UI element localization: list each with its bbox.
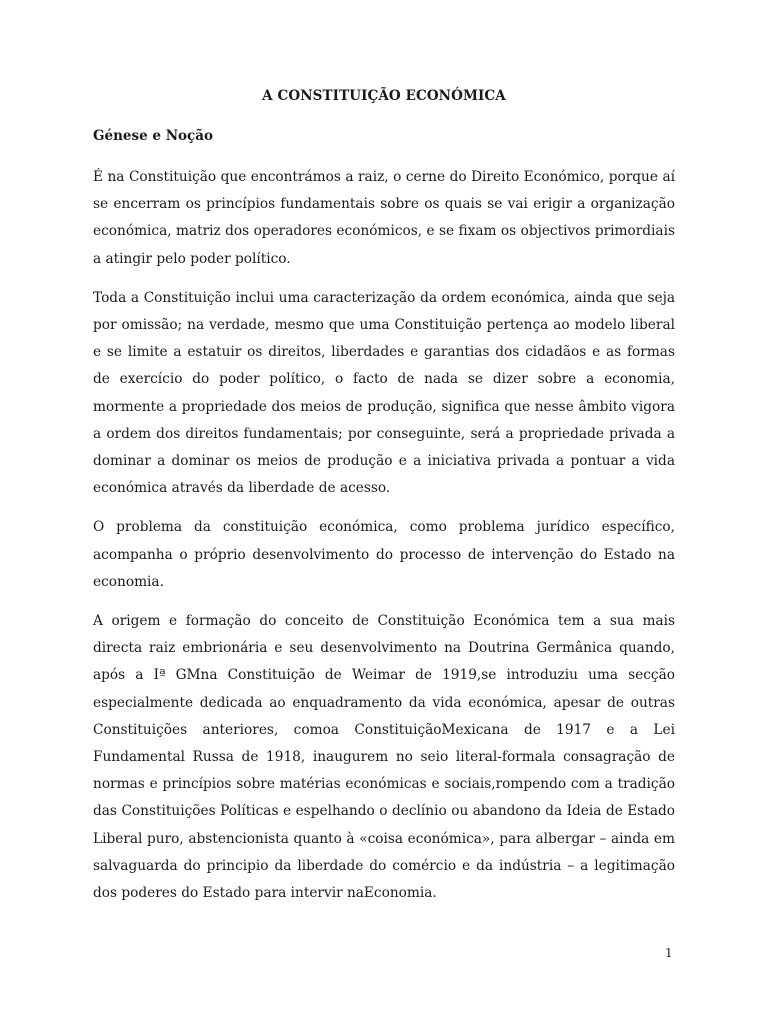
paragraph-3: O problema da constituição económica, como problema jurídico específico, acompanha o próprio desenvolvimento do processo de intervenção do Estado na economia. <box>93 519 675 590</box>
document-page <box>93 84 675 919</box>
paragraph-4: A origem e formação do conceito de Constituição Económica tem a sua mais directa raiz embrionária e seu desenvolvimento na Doutrina Germânica quando, após a Iª GMna Constituição de Weimar de 1919,se introduziu uma secção especialmente dedicada ao enquadramento da vida económica, apesar de outras Constituições anteriores, comoa ConstituiçãoMexicana de 1917 e a Lei Fundamental Russa de 1918, inaugurem no seio literal-formala consagração de normas e princípios sobre matérias económicas e sociais,rompendo com a tradição das Constituições Políticas e espelhando o declínio ou abandono da Ideia de Estado Liberal puro, abstencionista quanto à «coisa económica», para albergar – ainda em salvaguarda do principio da liberdade do comércio e da indústria – a legitimação dos poderes do Estado para intervir naEconomia. <box>93 613 675 902</box>
page-number: 1 <box>665 946 673 960</box>
document-title: A CONSTITUIÇÃO ECONÓMICA <box>262 88 506 104</box>
paragraph-1: É na Constituição que encontrámos a raiz, o cerne do Direito Económico, porque aí se encerram os princípios fundamentais sobre os quais se vai erigir a organização económica, matriz dos operadores económicos, e se fixam os objectivos primordiais a atingir pelo poder político. <box>93 169 675 267</box>
section-heading: Génese e Noção <box>93 128 214 144</box>
paragraph-2: Toda a Constituição inclui uma caracterização da ordem económica, ainda que seja por omissão; na verdade, mesmo que uma Constituição pertença ao modelo liberal e se limite a estatuir os direitos, liberdades e garantias dos cidadãos e as formas de exercício do poder político, o facto de nada se dizer sobre a economia, mormente a propriedade dos meios de produção, significa que nesse âmbito vigora a ordem dos direitos fundamentais; por conseguinte, será a propriedade privada a dominar a dominar os meios de produção e a iniciativa privada a pontuar a vida económica através da liberdade de acesso. <box>93 289 675 497</box>
